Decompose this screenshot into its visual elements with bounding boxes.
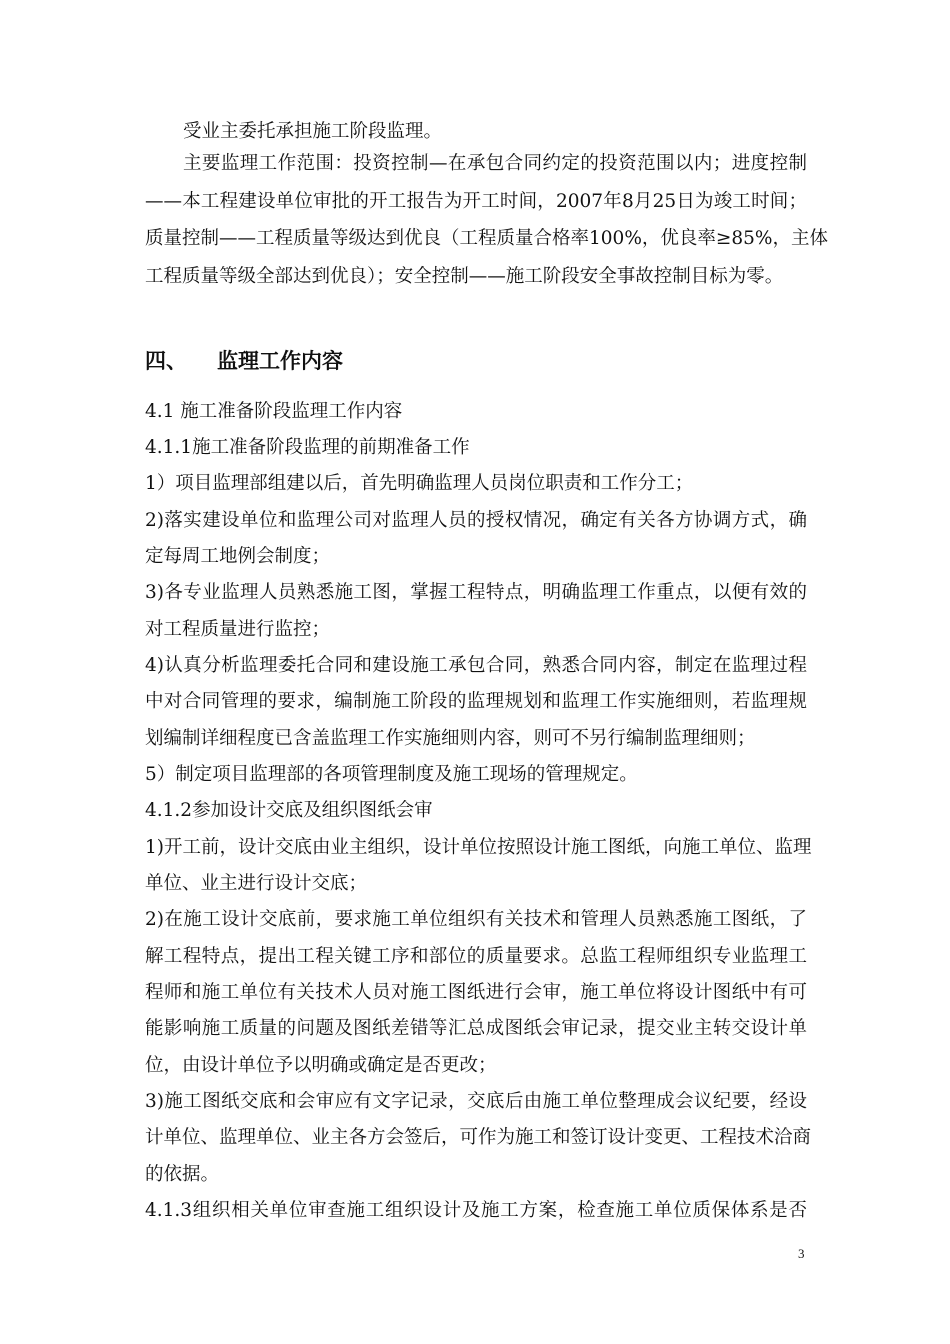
body-line: 2)落实建设单位和监理公司对监理人员的授权情况，确定有关各方协调方式，确	[145, 510, 807, 531]
body-line: 位，由设计单位予以明确或确定是否更改；	[145, 1055, 497, 1076]
body-line: 4)认真分析监理委托合同和建设施工承包合同，熟悉合同内容，制定在监理过程	[145, 655, 807, 676]
intro-line-1: 受业主委托承担施工阶段监理。	[183, 121, 443, 142]
body-line: 解工程特点，提出工程关键工序和部位的质量要求。总监工程师组织专业监理工	[145, 946, 807, 967]
intro-line-2: 主要监理工作范围：投资控制—在承包合同约定的投资范围以内；进度控制	[183, 153, 807, 174]
body-line: 计单位、监理单位、业主各方会签后，可作为施工和签订设计变更、工程技术洽商	[145, 1127, 812, 1148]
intro-line-5: 工程质量等级全部达到优良）；安全控制——施工阶段安全事故控制目标为零。	[145, 266, 784, 287]
subsection-4-1-3: 4.1.3组织相关单位审查施工组织设计及施工方案，检查施工单位质保体系是否	[145, 1200, 807, 1221]
body-line: 5）制定项目监理部的各项管理制度及施工现场的管理规定。	[145, 764, 638, 785]
intro-line-3: ——本工程建设单位审批的开工报告为开工时间，2007年8月25日为竣工时间；	[145, 191, 807, 212]
section-title: 监理工作内容	[217, 349, 343, 373]
section-heading	[145, 345, 343, 375]
subsection-4-1-2: 4.1.2参加设计交底及组织图纸会审	[145, 800, 433, 821]
body-line: 对工程质量进行监控；	[145, 619, 331, 640]
body-line: 中对合同管理的要求，编制施工阶段的监理规划和监理工作实施细则，若监理规	[145, 691, 807, 712]
body-line: 1）项目监理部组建以后，首先明确监理人员岗位职责和工作分工；	[145, 473, 694, 494]
body-line: 能影响施工质量的问题及图纸差错等汇总成图纸会审记录，提交业主转交设计单	[145, 1018, 807, 1039]
body-line: 定每周工地例会制度；	[145, 546, 331, 567]
section-number: 四、	[145, 349, 187, 373]
body-line: 3)各专业监理人员熟悉施工图，掌握工程特点，明确监理工作重点，以便有效的	[145, 582, 807, 603]
body-line: 3)施工图纸交底和会审应有文字记录，交底后由施工单位整理成会议纪要，经设	[145, 1091, 807, 1112]
subsection-4-1: 4.1 施工准备阶段监理工作内容	[145, 401, 403, 422]
subsection-4-1-1: 4.1.1施工准备阶段监理的前期准备工作	[145, 437, 470, 458]
body-line: 单位、业主进行设计交底；	[145, 873, 368, 894]
body-line: 2)在施工设计交底前，要求施工单位组织有关技术和管理人员熟悉施工图纸，了	[145, 909, 807, 930]
body-line: 划编制详细程度已含盖监理工作实施细则内容，则可不另行编制监理细则；	[145, 728, 756, 749]
body-line: 的依据。	[145, 1164, 220, 1185]
body-line: 1)开工前，设计交底由业主组织，设计单位按照设计施工图纸，向施工单位、监理	[145, 837, 812, 858]
intro-line-4: 质量控制——工程质量等级达到优良（工程质量合格率100%，优良率≥85%，主体	[145, 228, 829, 249]
page-number: 3	[798, 1246, 805, 1261]
body-line: 程师和施工单位有关技术人员对施工图纸进行会审，施工单位将设计图纸中有可	[145, 982, 807, 1003]
